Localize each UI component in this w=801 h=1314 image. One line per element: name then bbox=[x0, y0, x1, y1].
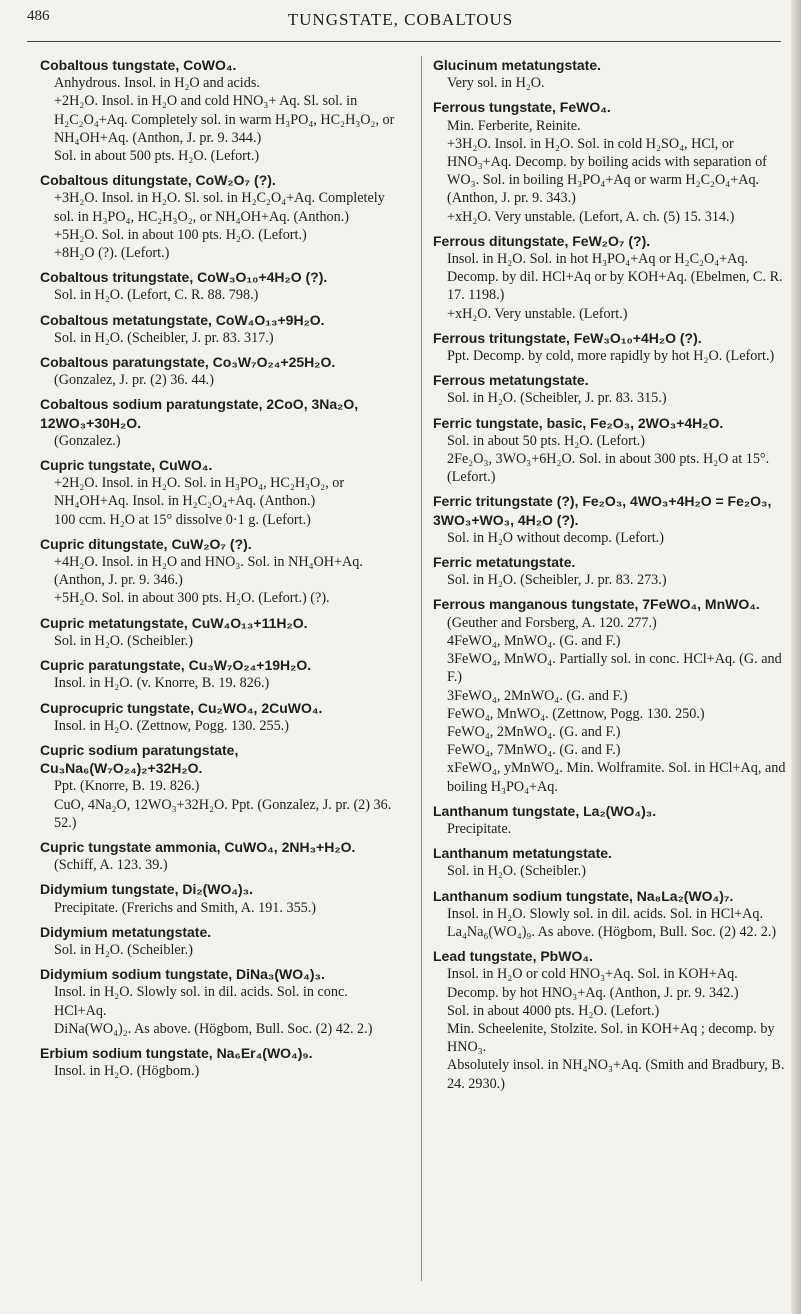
entry-heading: Ferric tungstate, basic, Fe₂O₃, 2WO₃+4H₂O. bbox=[433, 414, 724, 431]
entry-heading: Cobaltous tritungstate, CoW₃O₁₀+4H₂O (?). bbox=[40, 269, 328, 286]
entry-text: Sol. in about 4000 pts. H₂O. (Lefort.) bbox=[447, 1002, 660, 1019]
column-divider bbox=[421, 56, 422, 1281]
entry-heading: Cupric tungstate ammonia, CuWO₄, 2NH₃+H₂O. bbox=[40, 838, 356, 855]
entry-text: Insol. in H₂O or cold HNO₃+Aq. Sol. in KOH+Aq. Decomp. by hot HNO₃+Aq. (Anthon, J. pr. 9. 342.) bbox=[447, 966, 739, 1001]
entry-text: +4H₂O. Insol. in H₂O and HNO₃. Sol. in NH₄OH+Aq. (Anthon, J. pr. 9. 346.) bbox=[54, 554, 363, 589]
entry bbox=[40, 699, 400, 735]
entry-heading: Ferrous tungstate, FeWO₄. bbox=[433, 99, 611, 116]
entry-text: Sol. in H₂O. (Lefort, C. R. 88. 798.) bbox=[54, 287, 259, 304]
entry-heading: Cuprocupric tungstate, Cu₂WO₄, 2CuWO₄. bbox=[40, 699, 323, 716]
running-head: TUNGSTATE, COBALTOUS bbox=[287, 10, 514, 29]
entry-heading: Lanthanum sodium tungstate, Na₈La₂(WO₄)₇. bbox=[433, 887, 734, 904]
entry-text: La₄Na₆(WO₄)₉. As above. (Högbom, Bull. Soc. (2) 42. 2.) bbox=[447, 923, 777, 940]
entry-text: 2Fe₂O₃, 3WO₃+6H₂O. Sol. in about 300 pts. H₂O at 15°. (Lefort.) bbox=[447, 451, 770, 486]
entry bbox=[40, 1044, 400, 1080]
entry bbox=[433, 595, 788, 795]
header-rule bbox=[27, 41, 781, 42]
entry-heading: Erbium sodium tungstate, Na₆Er₄(WO₄)₉. bbox=[40, 1044, 313, 1061]
entry bbox=[40, 614, 400, 650]
entry-text: FeWO₄, 7MnWO₄. (G. and F.) bbox=[447, 742, 621, 759]
entry-heading: Lanthanum tungstate, La₂(WO₄)₃. bbox=[433, 802, 657, 819]
entry bbox=[433, 98, 788, 225]
entry-text: +2H₂O. Insol. in H₂O. Sol. in H₃PO₄, HC₂H₃O₂, or NH₄OH+Aq. Insol. in H₂C₂O₄+Aq. (Anthon.) bbox=[54, 475, 345, 510]
entry bbox=[40, 838, 400, 874]
entry-text: 100 ccm. H₂O at 15° dissolve 0·1 g. (Lefort.) bbox=[54, 511, 311, 528]
entry bbox=[433, 414, 788, 487]
entry-text: +5H₂O. Sol. in about 100 pts. H₂O. (Lefort.) bbox=[54, 226, 307, 243]
entry-text: Sol. in H₂O. (Scheibler, J. pr. 83. 315.) bbox=[447, 390, 667, 407]
entry-text: +3H₂O. Insol. in H₂O. Sl. sol. in H₂C₂O₄+Aq. Completely sol. in H₃PO₄, HC₂H₃O₂, or NH₄OH+Aq. (Anthon.) bbox=[54, 190, 385, 225]
entry-heading: Cupric ditungstate, CuW₂O₇ (?). bbox=[40, 535, 252, 552]
entry-text: DiNa(WO₄)₂. As above. (Högbom, Bull. Soc. (2) 42. 2.) bbox=[54, 1020, 373, 1037]
entry-heading: Glucinum metatungstate. bbox=[433, 57, 602, 73]
entry bbox=[40, 353, 400, 389]
entry bbox=[433, 56, 788, 92]
entry bbox=[40, 395, 400, 450]
entry-text: Sol. in about 50 pts. H₂O. (Lefort.) bbox=[447, 432, 646, 449]
entry-text: xFeWO₄, yMnWO₄. Min. Wolframite. Sol. in HCl+Aq, and boiling H₃PO₄+Aq. bbox=[447, 760, 786, 795]
entry-text: Insol. in H₂O. (v. Knorre, B. 19. 826.) bbox=[54, 675, 270, 692]
entry bbox=[40, 880, 400, 916]
entry-heading: Lead tungstate, PbWO₄. bbox=[433, 948, 593, 965]
entry-heading: Cobaltous metatungstate, CoW₄O₁₃+9H₂O. bbox=[40, 311, 325, 328]
entry-text: Sol. in H₂O. (Scheibler, J. pr. 83. 273.) bbox=[447, 572, 667, 589]
entry-text: FeWO₄, 2MnWO₄. (G. and F.) bbox=[447, 723, 621, 740]
entry-text: Sol. in about 500 pts. H₂O. (Lefort.) bbox=[54, 148, 260, 165]
entry-text: Ppt. (Knorre, B. 19. 826.) bbox=[54, 778, 200, 795]
entry-text: Insol. in H₂O. (Högbom.) bbox=[54, 1063, 200, 1080]
entry bbox=[40, 56, 400, 165]
entry-text: Absolutely insol. in NH₄NO₃+Aq. (Smith and Bradbury, B. 24. 2930.) bbox=[447, 1057, 785, 1092]
entry-text: Min. Ferberite, Reinite. bbox=[447, 117, 581, 134]
entry-text: (Gonzalez, J. pr. (2) 36. 44.) bbox=[54, 372, 214, 389]
entry-text: Insol. in H₂O. Slowly sol. in dil. acids. Sol. in HCl+Aq. bbox=[447, 905, 764, 922]
entry bbox=[433, 947, 788, 1093]
entry bbox=[40, 268, 400, 304]
entry-heading: Ferrous manganous tungstate, 7FeWO₄, MnWO₄. bbox=[433, 596, 760, 613]
entry-text: Sol. in H₂O. (Scheibler.) bbox=[447, 863, 586, 880]
entry-text: 4FeWO₄, MnWO₄. (G. and F.) bbox=[447, 632, 621, 649]
entry-heading: Cobaltous ditungstate, CoW₂O₇ (?). bbox=[40, 172, 276, 189]
entry bbox=[433, 802, 788, 838]
entry-heading: Cobaltous sodium paratungstate, 2CoO, 3Na₂O, 12WO₃+30H₂O. bbox=[40, 396, 359, 431]
entry-text: Insol. in H₂O. Slowly sol. in dil. acids. Sol. in conc. HCl+Aq. bbox=[54, 984, 348, 1019]
entry-text: CuO, 4Na₂O, 12WO₃+32H₂O. Ppt. (Gonzalez, J. pr. (2) 36. 52.) bbox=[54, 796, 392, 831]
entry-heading: Cobaltous paratungstate, Co₃W₇O₂₄+25H₂O. bbox=[40, 354, 336, 371]
entry bbox=[40, 965, 400, 1038]
entry-text: +2H₂O. Insol. in H₂O and cold HNO₃+ Aq. Sl. sol. in H₂C₂O₄+Aq. Completely sol. in warm H₃PO₄, HC₂H₃O₂, or NH₄OH+Aq. (Anthon, J. pr. 9. 344.) bbox=[54, 93, 395, 146]
entry-text: +5H₂O. Sol. in about 300 pts. H₂O. (Lefort.) (?). bbox=[54, 590, 330, 607]
entry bbox=[433, 329, 788, 365]
page-edge bbox=[791, 0, 801, 1314]
entry bbox=[40, 171, 400, 262]
entry-text: FeWO₄, MnWO₄. (Zettnow, Pogg. 130. 250.) bbox=[447, 705, 705, 722]
left-column bbox=[40, 56, 400, 1086]
entry bbox=[40, 923, 400, 959]
entry-heading: Ferric tritungstate (?), Fe₂O₃, 4WO₃+4H₂O = Fe₂O₃, 3WO₃+WO₃, 4H₂O (?). bbox=[433, 493, 772, 528]
entry bbox=[433, 371, 788, 407]
entry-heading: Cupric paratungstate, Cu₃W₇O₂₄+19H₂O. bbox=[40, 657, 312, 674]
entry-text: Anhydrous. Insol. in H₂O and acids. bbox=[54, 75, 260, 92]
entry-text: Min. Scheelenite, Stolzite. Sol. in KOH+Aq ; decomp. by HNO₃. bbox=[447, 1020, 775, 1056]
entry-text: Insol. in H₂O. (Zettnow, Pogg. 130. 255.) bbox=[54, 717, 289, 734]
entry-text: Precipitate. bbox=[447, 820, 512, 837]
entry-text: 3FeWO₄, MnWO₄. Partially sol. in conc. HCl+Aq. (G. and F.) bbox=[447, 651, 782, 686]
entry-heading: Cupric sodium paratungstate, Cu₃Na₆(W₇O₂₄)₂+32H₂O. bbox=[40, 741, 239, 777]
entry-heading: Ferrous tritungstate, FeW₃O₁₀+4H₂O (?). bbox=[433, 329, 702, 346]
entry-heading: Didymium metatungstate. bbox=[40, 923, 212, 940]
entry bbox=[433, 232, 788, 323]
page-number: 486 bbox=[27, 8, 50, 24]
entry-text: +xH₂O. Very unstable. (Lefort, A. ch. (5) 15. 314.) bbox=[447, 208, 735, 225]
entry-heading: Ferric metatungstate. bbox=[433, 554, 576, 571]
entry-text: Sol. in H₂O. (Scheibler.) bbox=[54, 632, 193, 649]
entry-text: (Schiff, A. 123. 39.) bbox=[54, 857, 168, 874]
entry-heading: Cupric metatungstate, CuW₄O₁₃+11H₂O. bbox=[40, 614, 308, 631]
entry-text: +3H₂O. Insol. in H₂O. Sol. in cold H₂SO₄, HCl, or HNO₃+Aq. Decomp. by boiling acids with separation of WO₃. Sol. in boiling H₃PO₄+Aq or warm H₂C₂O₄+Aq. (Anthon, J. pr. 9. 343.) bbox=[447, 135, 767, 207]
entry-text: Sol. in H₂O. (Scheibler.) bbox=[54, 941, 193, 958]
entry-text: +8H₂O (?). (Lefort.) bbox=[54, 245, 170, 262]
entry-heading: Didymium sodium tungstate, DiNa₃(WO₄)₃. bbox=[40, 966, 325, 983]
entry-text: Very sol. in H₂O. bbox=[447, 75, 545, 92]
entry bbox=[40, 656, 400, 692]
entry-heading: Cobaltous tungstate, CoWO₄. bbox=[40, 57, 237, 73]
entry bbox=[433, 492, 788, 547]
entry-text: 3FeWO₄, 2MnWO₄. (G. and F.) bbox=[447, 687, 628, 704]
entry-text: Sol. in H₂O. (Scheibler, J. pr. 83. 317.) bbox=[54, 329, 274, 346]
entry bbox=[433, 844, 788, 880]
entry bbox=[433, 887, 788, 942]
right-column bbox=[433, 56, 788, 1099]
entry bbox=[40, 311, 400, 347]
entry-text: (Geuther and Forsberg, A. 120. 277.) bbox=[447, 614, 657, 631]
entry-text: Precipitate. (Frerichs and Smith, A. 191. 355.) bbox=[54, 899, 317, 916]
entry-text: (Gonzalez.) bbox=[54, 432, 121, 449]
entry-text: Sol. in H₂O without decomp. (Lefort.) bbox=[447, 529, 664, 546]
entry-heading: Lanthanum metatungstate. bbox=[433, 845, 612, 862]
entry bbox=[40, 456, 400, 529]
entry bbox=[40, 741, 400, 832]
entry bbox=[433, 553, 788, 589]
entry-heading: Cupric tungstate, CuWO₄. bbox=[40, 457, 213, 474]
entry-text: +xH₂O. Very unstable. (Lefort.) bbox=[447, 305, 628, 322]
entry-heading: Ferrous ditungstate, FeW₂O₇ (?). bbox=[433, 232, 651, 249]
entry bbox=[40, 535, 400, 608]
entry-text: Ppt. Decomp. by cold, more rapidly by hot H₂O. (Lefort.) bbox=[447, 348, 775, 365]
entry-heading: Didymium tungstate, Di₂(WO₄)₃. bbox=[40, 881, 254, 898]
entry-text: Insol. in H₂O. Sol. in hot H₃PO₄+Aq or H₂C₂O₄+Aq. Decomp. by dil. HCl+Aq or by KOH+Aq. (Ebelmen, C. R. 17. 1198.) bbox=[447, 251, 783, 304]
entry-heading: Ferrous metatungstate. bbox=[433, 372, 589, 389]
